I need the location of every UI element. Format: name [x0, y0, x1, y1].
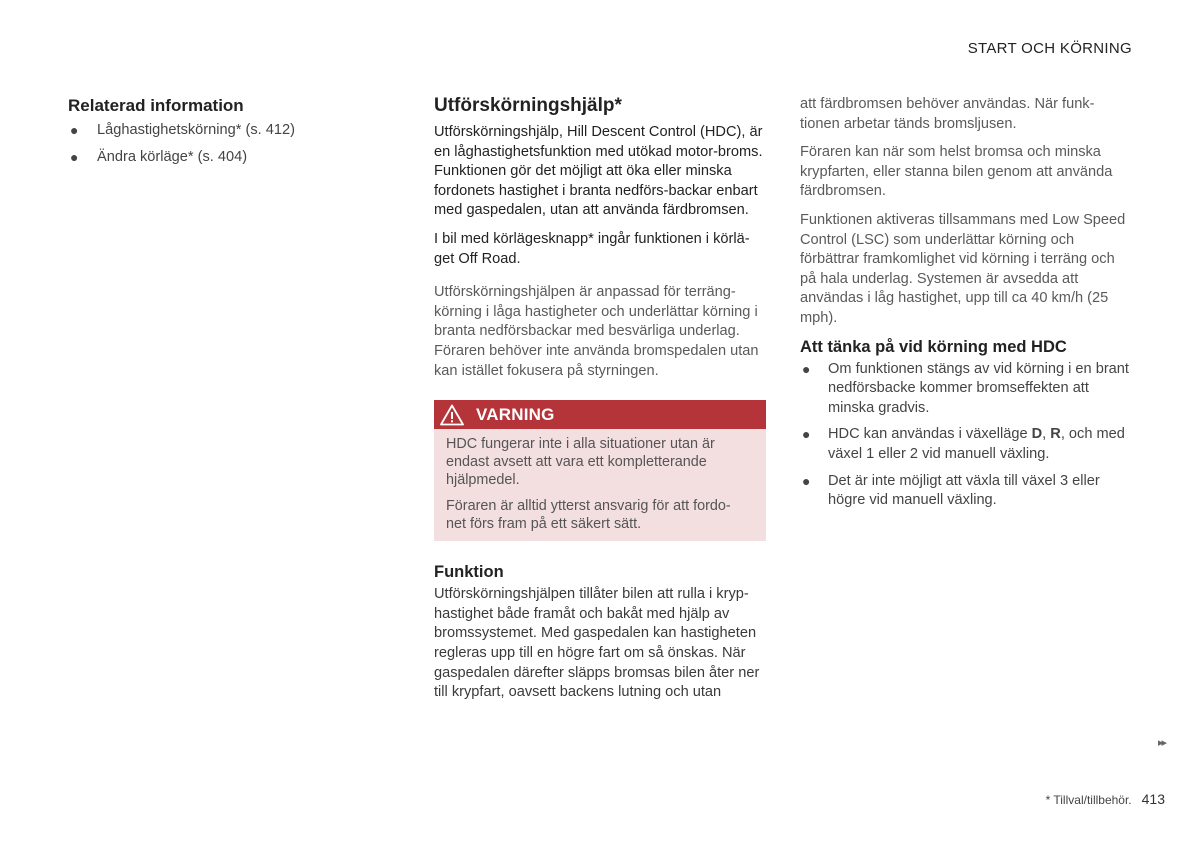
bullet-icon: ●: [802, 360, 811, 377]
warning-body: [434, 429, 766, 541]
continue-arrows-icon: ▸▸: [1157, 737, 1165, 749]
drive-mode-paragraph: I bil med körlägesknapp* ingår funktionen i körlä-get Off Road.: [434, 230, 750, 267]
warning-text-1: HDC fungerar inte i alla situationer utan är endast avsett att vara ett kompletterande hjälpmedel.: [446, 436, 715, 489]
related-info-column: [68, 96, 328, 174]
warning-triangle-icon: [440, 404, 464, 426]
text-fragment: HDC kan användas i växelläge: [828, 426, 1032, 443]
lsc-paragraph: Funktionen aktiveras tillsammans med Low Speed Control (LSC) som underlättar körning och förbättrar framkomlighet vid körning i terräng och på hala underlag. Systemen är avsedda att användas i låg hastighet, upp till ca 40 km/h (25 mph).: [800, 211, 1126, 326]
text-fragment: , och med växel 1 eller 2 vid manuell växling.: [828, 426, 1125, 462]
bullet-icon: ●: [802, 426, 811, 443]
list-item-text: Det är inte möjligt att växla till växel 3 eller högre vid manuell växling.: [828, 472, 1100, 509]
function-heading: Funktion: [434, 563, 504, 582]
related-link-low-speed[interactable]: [68, 121, 328, 141]
bullet-icon: ●: [802, 472, 811, 489]
main-column: [434, 95, 766, 712]
list-item: [800, 360, 1132, 419]
list-item-text: [828, 426, 1125, 462]
gear-d: D: [1031, 426, 1043, 443]
right-column: [800, 95, 1132, 518]
text-fragment: ,: [1042, 426, 1051, 443]
list-item-text: Om funktionen stängs av vid körning i en brant nedförsbacke kommer bromseffekten att minska gradvis.: [828, 360, 1129, 416]
related-info-heading: Relaterad information: [68, 96, 244, 115]
section-header: START OCH KÖRNING: [967, 40, 1132, 57]
hdc-considerations-heading: Att tänka på vid körning med HDC: [800, 337, 1067, 356]
warning-box: [434, 400, 766, 541]
bullet-icon: ●: [70, 122, 79, 138]
continued-paragraph: att färdbromsen behöver användas. När funk-tionen arbetar tänds bromsljusen.: [800, 96, 1095, 132]
list-item: [800, 472, 1132, 511]
terrain-paragraph: Utförskörningshjälpen är anpassad för terräng-körning i låga hastigheter och underlättar körning i branta nedförsbackar med besvärliga underlag. Föraren behöver inte använda bromspedalen utan kan istället fokusera på styrningen.: [434, 284, 759, 379]
related-link-label: Ändra körläge* (s. 404): [97, 148, 248, 165]
related-link-label: Låghastighetskörning* (s. 412): [97, 122, 295, 138]
intro-paragraph: Utförskörningshjälp, Hill Descent Control (HDC), är en låghastighetsfunktion med utökad motor-broms. Funktionen gör det möjligt att öka eller minska fordonets hastighet i branta nedförs-backar enbart med gaspedalen, utan att använda färdbromsen.: [434, 124, 763, 219]
page-number: 413: [1141, 791, 1165, 807]
related-info-list: [68, 121, 328, 167]
function-paragraph: Utförskörningshjälpen tillåter bilen att rulla i kryp-hastighet både framåt och bakåt med hjälp av bromssystemet. Med gaspedalen kan hastigheten regleras upp till en högre fart om så önskas. När gaspedalen därefter släpps bromsas bilen åter ner till krypfart, oavsett backens lutning och utan: [434, 586, 760, 701]
warning-header: [434, 400, 766, 429]
page-title: Utförskörningshjälp*: [434, 95, 622, 116]
gear-r: R: [1050, 426, 1061, 443]
hdc-considerations-list: [800, 360, 1132, 511]
bullet-icon: ●: [70, 148, 79, 165]
footnote: * Tillval/tillbehör.: [1045, 793, 1132, 807]
list-item: [800, 425, 1132, 464]
warning-text-2: Föraren är alltid ytterst ansvarig för att fordo-net förs fram på ett säkert sätt.: [446, 498, 731, 533]
related-link-drive-mode[interactable]: [68, 148, 328, 168]
brake-paragraph: Föraren kan när som helst bromsa och minska krypfarten, eller stanna bilen genom att använda färdbromsen.: [800, 144, 1113, 200]
page-footer: [1046, 791, 1165, 807]
warning-label: VARNING: [476, 404, 555, 424]
